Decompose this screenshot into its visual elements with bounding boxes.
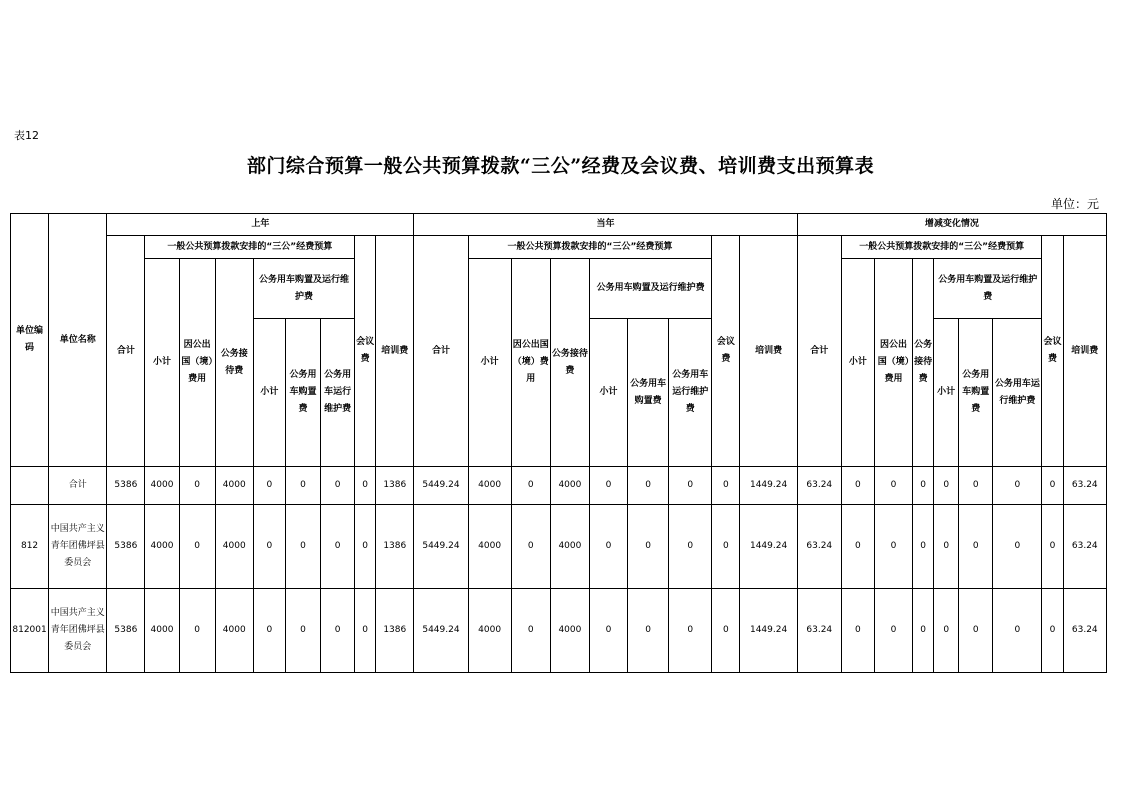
header-three-public: 一般公共预算拨款安排的“三公”经费预算 [841,236,1042,259]
value-cell: 4000 [215,589,253,673]
value-cell: 4000 [145,505,179,589]
value-cell: 0 [355,589,376,673]
value-cell: 0 [841,467,874,505]
value-cell: 0 [1042,505,1063,589]
value-cell: 1386 [376,589,414,673]
unit-code-cell: 812 [11,505,49,589]
value-cell: 0 [253,505,285,589]
value-cell: 0 [179,589,215,673]
value-cell: 0 [321,589,355,673]
value-cell: 0 [959,589,993,673]
value-cell: 0 [285,467,320,505]
value-cell: 4000 [550,505,589,589]
header-three-public: 一般公共预算拨款安排的“三公”经费预算 [145,236,355,259]
value-cell: 5386 [107,467,145,505]
value-cell: 0 [669,467,712,505]
value-cell: 0 [913,467,934,505]
value-cell: 0 [511,589,550,673]
header-total: 合计 [797,236,841,467]
value-cell: 0 [355,467,376,505]
unit-name-cell: 中国共产主义青年团佛坪县委员会 [49,505,107,589]
value-cell: 0 [589,589,627,673]
header-vehicle-purchase: 公务用车购置费 [628,319,669,467]
value-cell: 0 [321,505,355,589]
unit-code-cell: 812001 [11,589,49,673]
value-cell: 63.24 [1063,589,1106,673]
header-training: 培训费 [376,236,414,467]
header-vehicle-subtotal: 小计 [589,319,627,467]
value-cell: 0 [511,505,550,589]
value-cell: 0 [874,505,912,589]
value-cell: 5449.24 [414,589,468,673]
value-cell: 1386 [376,505,414,589]
header-row-3 [11,259,1107,319]
value-cell: 0 [712,505,740,589]
header-abroad: 因公出国（境）费用 [511,259,550,467]
value-cell: 63.24 [1063,467,1106,505]
value-cell: 0 [841,589,874,673]
header-reception: 公务接待费 [550,259,589,467]
header-abroad: 因公出国（境）费用 [179,259,215,467]
budget-table [10,213,1107,673]
value-cell: 4000 [145,467,179,505]
header-training: 培训费 [740,236,797,467]
value-cell: 0 [669,505,712,589]
value-cell: 0 [179,505,215,589]
table-number: 表12 [14,129,39,142]
header-unit-name: 单位名称 [49,214,107,467]
unit-name-cell: 中国共产主义青年团佛坪县委员会 [49,589,107,673]
header-vehicle: 公务用车购置及运行维护费 [253,259,354,319]
table-row-total [11,467,1107,505]
value-cell: 4000 [550,589,589,673]
value-cell: 0 [589,505,627,589]
value-cell: 63.24 [797,505,841,589]
value-cell: 0 [628,505,669,589]
value-cell: 4000 [468,589,511,673]
header-abroad: 因公出国（境）费用 [874,259,912,467]
value-cell: 0 [628,589,669,673]
value-cell: 0 [993,467,1042,505]
value-cell: 0 [1042,589,1063,673]
document-title: 部门综合预算一般公共预算拨款“三公”经费及会议费、培训费支出预算表 [246,155,875,177]
value-cell: 0 [874,467,912,505]
value-cell: 5449.24 [414,467,468,505]
value-cell: 5386 [107,505,145,589]
value-cell: 0 [874,589,912,673]
header-reception: 公务接待费 [215,259,253,467]
header-subtotal: 小计 [145,259,179,467]
value-cell: 5386 [107,589,145,673]
header-unit-code: 单位编码 [11,214,49,467]
value-cell: 0 [934,589,959,673]
value-cell: 4000 [550,467,589,505]
value-cell: 0 [712,589,740,673]
value-cell: 0 [179,467,215,505]
value-cell: 0 [253,589,285,673]
value-cell: 0 [628,467,669,505]
header-vehicle-purchase: 公务用车购置费 [285,319,320,467]
header-meeting: 会议费 [355,236,376,467]
value-cell: 0 [934,467,959,505]
value-cell: 4000 [145,589,179,673]
header-total: 合计 [414,236,468,467]
value-cell: 63.24 [797,467,841,505]
value-cell: 0 [934,505,959,589]
header-vehicle-purchase: 公务用车购置费 [959,319,993,467]
value-cell: 0 [669,589,712,673]
value-cell: 0 [841,505,874,589]
value-cell: 1386 [376,467,414,505]
value-cell: 0 [1042,467,1063,505]
header-vehicle-operation: 公务用车运行维护费 [669,319,712,467]
value-cell: 0 [285,505,320,589]
header-group-current-year: 当年 [414,214,797,236]
value-cell: 4000 [215,467,253,505]
header-group-change: 增减变化情况 [797,214,1106,236]
value-cell: 63.24 [797,589,841,673]
value-cell: 0 [253,467,285,505]
header-vehicle-operation: 公务用车运行维护费 [993,319,1042,467]
value-cell: 0 [355,505,376,589]
value-cell: 0 [285,589,320,673]
header-three-public: 一般公共预算拨款安排的“三公”经费预算 [468,236,712,259]
header-vehicle-subtotal: 小计 [934,319,959,467]
value-cell: 1449.24 [740,505,797,589]
value-cell: 0 [959,505,993,589]
value-cell: 63.24 [1063,505,1106,589]
value-cell: 4000 [215,505,253,589]
value-cell: 5449.24 [414,505,468,589]
value-cell: 1449.24 [740,467,797,505]
header-subtotal: 小计 [468,259,511,467]
header-row-2 [11,236,1107,259]
value-cell: 0 [913,589,934,673]
header-vehicle-operation: 公务用车运行维护费 [321,319,355,467]
unit-name-cell: 合计 [49,467,107,505]
value-cell: 0 [321,467,355,505]
header-vehicle: 公务用车购置及运行维护费 [589,259,711,319]
header-total: 合计 [107,236,145,467]
value-cell: 0 [959,467,993,505]
table-row [11,505,1107,589]
value-cell: 4000 [468,505,511,589]
unit-code-cell [11,467,49,505]
unit-label: 单位：元 [1050,197,1099,211]
value-cell: 0 [589,467,627,505]
header-group-previous-year: 上年 [107,214,414,236]
header-meeting: 会议费 [712,236,740,467]
header-meeting: 会议费 [1042,236,1063,467]
value-cell: 0 [511,467,550,505]
header-subtotal: 小计 [841,259,874,467]
value-cell: 1449.24 [740,589,797,673]
value-cell: 4000 [468,467,511,505]
table-row [11,589,1107,673]
header-row-1 [11,214,1107,236]
header-vehicle: 公务用车购置及运行维护费 [934,259,1042,319]
value-cell: 0 [712,467,740,505]
header-reception: 公务接待费 [913,259,934,467]
value-cell: 0 [913,505,934,589]
value-cell: 0 [993,589,1042,673]
header-vehicle-subtotal: 小计 [253,319,285,467]
header-training: 培训费 [1063,236,1106,467]
value-cell: 0 [993,505,1042,589]
